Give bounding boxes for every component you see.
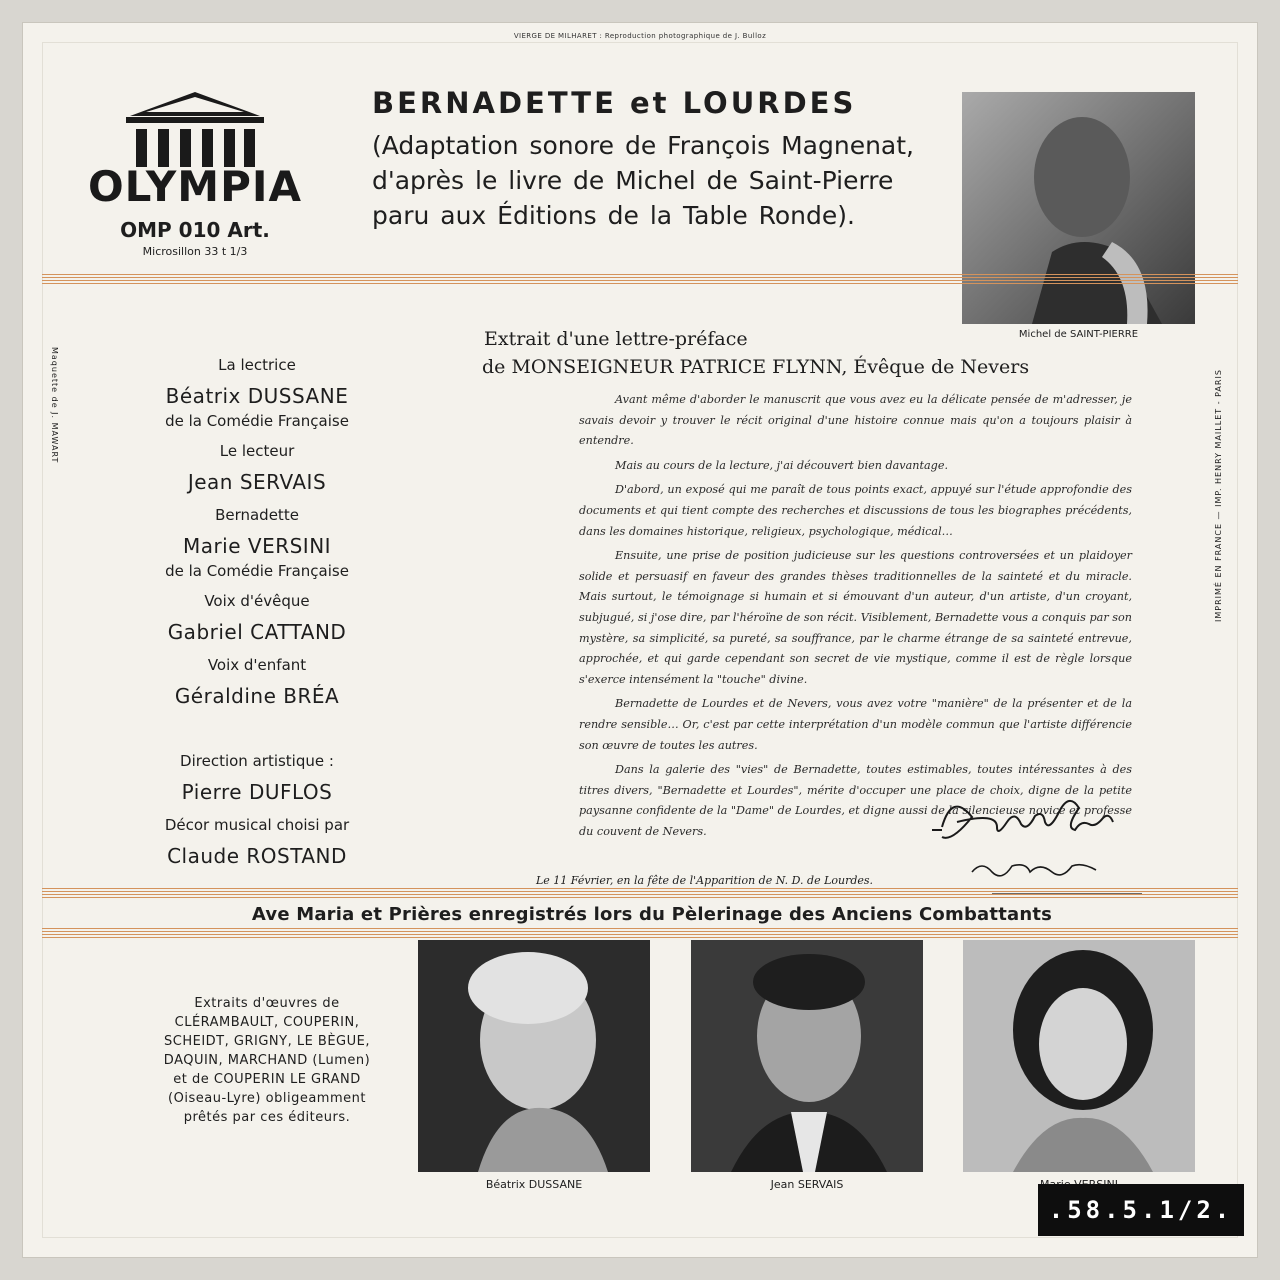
orange-rule — [42, 274, 1238, 288]
portrait-silhouette-icon — [963, 940, 1195, 1172]
extracts-line: prêtés par ces éditeurs. — [183, 1110, 351, 1125]
cast-role: Voix d'évêque — [204, 592, 310, 610]
cast-name: Marie VERSINI — [182, 534, 332, 558]
cast-name: Béatrix DUSSANE — [165, 384, 349, 408]
photo-beatrix-dussane — [418, 940, 650, 1172]
letter-paragraph: Bernadette de Lourdes et de Nevers, vous avez votre "manière" de la présenter et de la rendre sensible… Or, c'est par cette interprétation d'un modèle commun que l'artiste différencie son œuvre de toutes les autres. — [579, 697, 1132, 752]
extracts-line: et de COUPERIN LE GRAND — [173, 1072, 361, 1087]
letter-paragraph: Ensuite, une prise de position judicieuse sur les questions controversées et un plaidoyer solide et persuasif en faveur des grandes thèses traditionnelles de la sainteté et du miracle. Mais surtout, le témoignage si humain et si émouvant d'un auteur, d'un artiste, d'un croyant, subjugué, si j'ose dire, par l'héroïne de son récit. Visiblement, Bernadette vous a conquis par son mystère, sa simplicité, sa pureté, sa souffrance, par le charme étrange de sa sainteté entrevue, approchée, et qui garde cependant son secret de vie mystique, comme il est de règle lorsque s'exerce intensément la "touche" divine. — [579, 549, 1132, 686]
letter-paragraph: D'abord, un exposé qui me paraît de tous points exact, appuyé sur l'étude approfondie des documents et qui tient compte des recherches et discussions de tous les biographes précédents, dans les domaines historique, religieux, psychologique, médical… — [579, 483, 1132, 538]
album-subtitle — [372, 128, 962, 233]
letter-heading-author: de MONSEIGNEUR PATRICE FLYNN, Évêque de Nevers — [482, 356, 1030, 378]
author-photo-caption: Michel de SAINT-PIERRE — [1018, 329, 1139, 340]
archive-sticker — [1038, 1184, 1244, 1236]
letter-dateline: Le 11 Février, en la fête de l'Apparition de N. D. de Lourdes. — [536, 874, 874, 887]
handwritten-signature — [912, 782, 1142, 902]
letter-body — [579, 390, 1132, 846]
subtitle-line: (Adaptation sonore de François Magnenat, — [372, 131, 915, 160]
photo-caption: Jean SERVAIS — [770, 1178, 844, 1191]
extracts-line: CLÉRAMBAULT, COUPERIN, — [174, 1015, 360, 1030]
extracts-line: (Oiseau-Lyre) obligeamment — [168, 1091, 366, 1106]
record-format: Microsillon 33 t 1/3 — [142, 245, 248, 258]
catalog-number: OMP 010 Art. — [120, 218, 270, 242]
archive-number: .58.5.1/2. — [1048, 1196, 1234, 1224]
credit-role: Décor musical choisi par — [164, 816, 350, 834]
cast-role: Bernadette — [215, 506, 299, 524]
cover-credit: VIERGE DE MILHARET : Reproduction photographique de J. Bulloz — [513, 32, 767, 40]
design-credit: Maquette de J. MAWART — [50, 347, 59, 464]
photo-caption: Béatrix DUSSANE — [485, 1178, 583, 1191]
cast-name: Jean SERVAIS — [187, 470, 327, 494]
pilgrimage-title: Ave Maria et Prières enregistrés lors du Pèlerinage des Anciens Combattants — [251, 904, 1053, 925]
cast-name: Gabriel CATTAND — [167, 620, 347, 644]
extracts-line: SCHEIDT, GRIGNY, LE BÈGUE, — [164, 1034, 370, 1049]
credit-name: Claude ROSTAND — [167, 844, 347, 868]
cast-note: de la Comédie Française — [165, 412, 349, 430]
cast-role: La lectrice — [218, 356, 296, 374]
cast-list — [132, 352, 382, 868]
cast-name: Géraldine BRÉA — [174, 684, 340, 708]
letter-paragraph: Mais au cours de la lecture, j'ai découvert bien davantage. — [615, 458, 949, 472]
extracts-line: Extraits d'œuvres de — [194, 996, 340, 1011]
subtitle-line: d'après le livre de Michel de Saint-Pierre — [372, 166, 894, 195]
letter-paragraph: Dans la galerie des "vies" de Bernadette, toutes estimables, toutes intéressantes à des titres divers, "Bernadette et Lourdes", mérite d'occuper une place de choix, digne de la petite paysanne confidente de la "Dame" de Lourdes, et digne aussi de la silencieuse novice et professe du couvent de Nevers. — [579, 763, 1132, 838]
music-extracts — [152, 994, 382, 1127]
album-title: BERNADETTE et LOURDES — [372, 86, 857, 120]
printer-credit: IMPRIMÉ EN FRANCE — IMP. HENRY MAILLET - PARIS — [1214, 369, 1223, 622]
cast-role: Le lecteur — [219, 442, 295, 460]
letter-paragraph: Avant même d'aborder le manuscrit que vous avez eu la délicate pensée de m'adresser, je savais devoir y trouver le récit original d'une histoire connue mais qu'on a toujours plaisir à entendre. — [579, 393, 1132, 448]
photo-marie-versini — [963, 940, 1195, 1172]
author-photo — [962, 92, 1195, 324]
letter-heading: Extrait d'une lettre-préface — [484, 328, 748, 350]
cast-note: de la Comédie Française — [165, 562, 349, 580]
record-sleeve-back — [22, 22, 1258, 1258]
credit-role: Direction artistique : — [180, 752, 334, 770]
credit-name: Pierre DUFLOS — [181, 780, 333, 804]
photo-jean-servais — [691, 940, 923, 1172]
subtitle-line: paru aux Éditions de la Table Ronde). — [372, 201, 855, 230]
portrait-silhouette-icon — [962, 92, 1195, 324]
extracts-line: DAQUIN, MARCHAND (Lumen) — [163, 1053, 371, 1068]
orange-rule — [42, 888, 1238, 902]
portrait-silhouette-icon — [418, 940, 650, 1172]
portrait-silhouette-icon — [691, 940, 923, 1172]
cast-role: Voix d'enfant — [207, 656, 307, 674]
label-name: OLYMPIA — [87, 162, 303, 211]
